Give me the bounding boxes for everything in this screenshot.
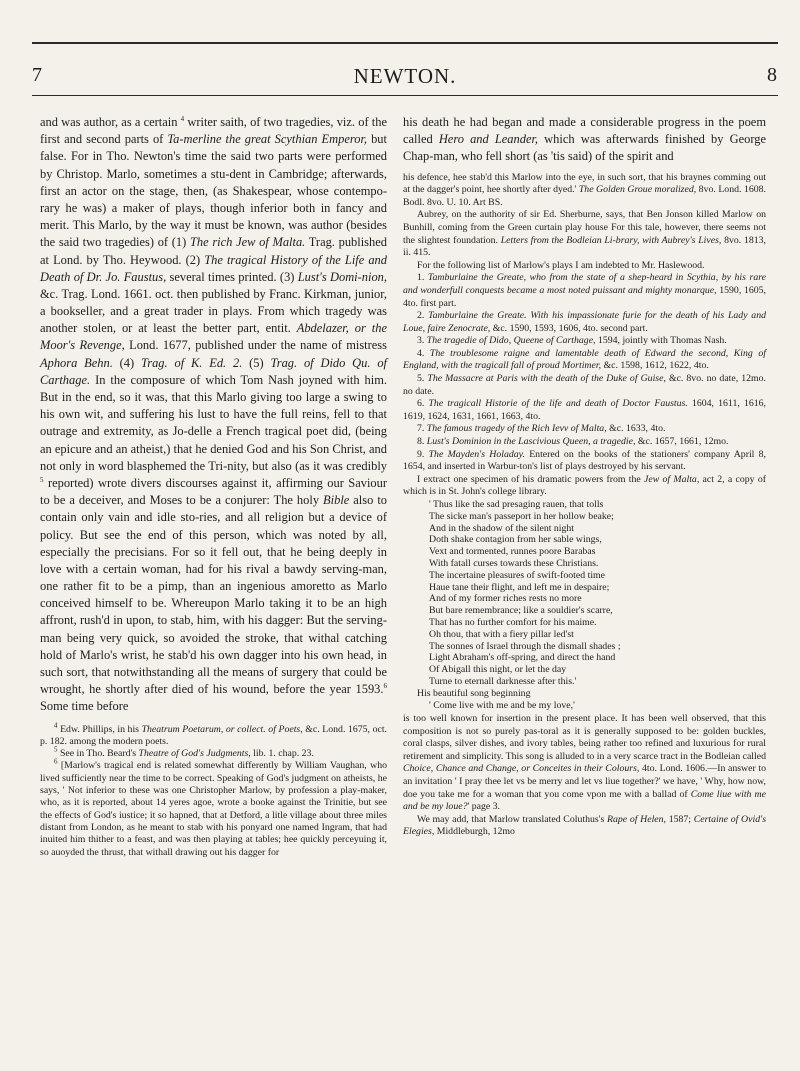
play-entry: 9. The Mayden's Holaday. Entered on the books of the stationers' company April 8, 1654, and inserted in Warbur-ton's list of plays destroyed by his servant. [403, 448, 767, 473]
plays-list [403, 272, 766, 474]
verse-line: Oh thou, that with a fiery pillar led'st [429, 628, 574, 640]
main-body-text-continued: his death he had began and made a considerable progress in the poem called Hero and Leander, which was afterwards finished by George Chap-man, who fell short (as 'tis said) of the spirit and [403, 115, 766, 164]
extract-intro: I extract one specimen of his dramatic powers from the Jew of Malta, act 2, a copy of which is in St. John's college library. [403, 473, 766, 498]
verse-line: The sicke man's passeport in her hollow beake; [429, 510, 614, 522]
verse-line: Turne to eternall darknesse after this.' [429, 675, 577, 687]
note-paragraph: Aubrey, on the authority of sir Ed. Sherburne, says, that Ben Jonson killed Marlow on Bunhill, coming from the Green curtain play house For this tale, however, there seems not the slightest foundation. Letters from the Bodleian Li-brary, with Aubrey's Lives, 8vo. 1813, ii. 415. [403, 209, 766, 259]
right-page-number: 8 [767, 64, 778, 86]
song-line: ' Come live with me and be my love,' [429, 700, 575, 712]
verse-line: That has no further comfort for his maime. [429, 616, 597, 628]
verse-line: And of my former riches rests no more [429, 593, 582, 605]
footnote-6: $^6$ [Marlow's tragical end is related somewhat differently by William Vaughan, who lived sufficiently near the time to be correct. Speaking of God's judgment on atheists, he says, ' Not inferior to these was one Christopher Marlow, by profession a play-maker, who, as it is reported, about 14 yeres agoe, wrote a booke against the Trinitie, but see the effects of God's iustice; it so hapned, that at Detford, a litle village about three miles distant from London, as he meant to stab with his ponyard one named Ingram, that had inuited him thither to a feast, and was then playing at tables; hee quickly perceyuing it, so auoyded the thrust, that withall drawing out his dagger for [40, 758, 387, 858]
top-rule [32, 42, 778, 44]
footnote-ref: 4 [180, 114, 185, 123]
verse-line: Doth shake contagion from her sable wings, [429, 534, 602, 546]
verse-line: Of Abigall this night, or let the day [429, 664, 567, 676]
note-paragraph: his defence, hee stab'd this Marlow into the eye, in such sort, that his braynes comming out at the dagger's point, hee shortly after dyed.' The Golden Groue moralized, 8vo. Lond. 1608. Bodl. 8vo. U. 10. Art BS. [403, 171, 766, 208]
play-entry: 5. The Massacre at Paris with the death of the Duke of Guise, &c. 8vo. no date, 12mo. no date. [403, 373, 766, 397]
left-column [40, 114, 387, 859]
play-entry: 3. The tragedie of Dido, Queene of Carthage, 1594, jointly with Thomas Nash. [417, 335, 727, 347]
verse-line: Vext and tormented, runnes poore Barabas [429, 546, 596, 558]
verse-line: The incertaine pleasures of swift-footed time [429, 569, 606, 581]
play-entry: 7. The famous tragedy of the Rich Ievv of Malta, &c. 1633, 4to. [417, 423, 666, 435]
footnote-ref: 5 [40, 475, 44, 484]
right-column [403, 114, 766, 839]
verse-line: With fatall curses towards these Christians. [429, 557, 599, 569]
closing-paragraph: is too well known for insertion in the present place. It has been well observed, that this composition is not so purely pas-toral as it is generally supposed to be: golden buckles, coral clasps, silver dishes, and ivory tables, being rather too refined and luxurious for rural retirement and simplicity. This song is alluded to in a very scarce tract in the Bodleian called Choice, Chance and Change, or Conceites in their Colours, 4to. Lond. 1606.—In answer to an invitation ' I pray thee let vs be merry and let vs liue together?' we have, ' Why, how now, doe you take me for a woman that you come vpon me with a ballad of Come liue with me and be my loue?' page 3. [403, 712, 766, 813]
verse-line: ' Thus like the sad presaging rauen, that tolls [429, 499, 604, 510]
footnote-5: $^5$ See in Tho. Beard's Theatre of God's Judgments, lib. 1. chap. 23. [54, 745, 314, 760]
verse-line: Light Abraham's off-spring, and direct the hand [429, 652, 616, 664]
header-rule [32, 95, 778, 96]
play-entry: 6. The tragicall Historie of the life and death of Doctor Faustus. 1604, 1611, 1616, 1619, 1624, 1631, 1661, 1663, 4to. [403, 398, 766, 422]
play-entry: 4. The troublesome raigne and lamentable death of Edward the second, King of England, with the tragicall fall of proud Mortimer, &c. 1598, 1612, 1622, 4to. [403, 347, 767, 372]
verse-extract [429, 499, 766, 688]
play-entry: 2. Tamburlaine the Greate. With his impassionate furie for the death of his Lady and Loue, faire Zenocrate, &c. 1590, 1593, 1606, 4to. second part. [403, 310, 767, 334]
running-title: NEWTON. [353, 64, 457, 88]
footnote-ref: 6 [383, 682, 387, 691]
play-entry: 1. Tamburlaine the Greate, who from the state of a shep-heard in Scythia, by his rare and wonderfull conquests became a most noted puissant and mighty monarque, 1590, 1605, 4to. first part. [403, 272, 767, 309]
note-paragraph: For the following list of Marlow's plays I am indebted to Mr. Haslewood. [417, 259, 705, 271]
verse-line: And in the shadow of the silent night [429, 522, 575, 534]
left-page-number: 7 [32, 64, 43, 86]
verse-line: The sonnes of Israel through the dismall shades ; [429, 640, 621, 652]
song-intro: His beautiful song beginning [417, 687, 531, 699]
closing-paragraph: We may add, that Marlow translated Coluthus's Rape of Helen, 1587; Certaine of Ovid's Elegies, Middleburgh, 12mo [403, 813, 767, 838]
page-header [32, 64, 778, 92]
verse-line: But bare remembrance; like a souldier's scarre, [429, 605, 613, 617]
main-body-text: and was author, as a certain $^4$ writer saith, of two tragedies, viz. of the first and second parts of Ta-merline the great Scythian Emperor, but false. For in Tho. Newton's time the said two parts were performed by Christop. Marlo, sometimes a stu-dent in Cambridge; afterwards, first an actor on the stage, then, (as Shakespear, whose contempo-rary he was) a maker of plays, though inferior both in fancy and merit. This Marlo, by the way it must be known, was author (besides the said two tragedies) of (1) The rich Jew of Malta. Trag. published at Lond. by Tho. Heywood. (2) The tragical History of the Life and Death of Dr. Jo. Faustus, several times printed. (3) Lust's Domi-nion, &c. Trag. Lond. 1661. oct. then published by Franc. Kirkman, junior, a bookseller, and a great trader in plays. From which tragedy was another stolen, or at least the better part, entit. Abdelazer, or the Moor's Revenge, Lond. 1677, published under the name of mistress Aphora Behn. (4) Trag. of K. Ed. 2. (5) Trag. of Dido Qu. of Carthage. In the composure of which Tom Nash joyned with him. But in the end, so it was, that this Marlo giving too large a swing to his own wit, and suffering his lust to have the full reins, fell to that outrage and extremity, as Jo-delle a French tragical poet did, (being an epicure and an atheist,) that he denied God and his Son Christ, and not only in word blasphemed the Tri-nity, but also (as it was credibly $^5$ reported) wrote divers discourses against it, affirming our Saviour to be a deceiver, and Moses to be a conjurer: The holy Bible also to contain only vain and idle sto-ries, and all religion but a device of policy. But see the end of this person, which was noted by all, especially the precisians. For so it fell out, that he being deeply in love with a certain woman, had for his rival a bawdy serving-man, one rather fit to be a pimp, than an ingenious amoretto as Marlo conceived himself to be. Whereupon Marlo taking it to be an high affront, rush'd in upon, to stab, him, with his dagger: But the serving-man being very quick, so avoided the stroke, that withal catching hold of Marlo's wrist, he stab'd his own dagger into his own head, in such sort, that notwithstanding all the means of surgery that could be wrought, he shortly after died of his wound, before the year 1593.$^6$ Some time before [40, 114, 387, 714]
footnote-4: $^4$ Edw. Phillips, in his Theatrum Poetarum, or collect. of Poets, &c. Lond. 1675, oct. p. 182. among the modern poets. [40, 721, 387, 747]
play-entry: 8. Lust's Dominion in the Lascivious Queen, a tragedie, &c. 1657, 1661, 12mo. [417, 436, 729, 448]
verse-line: Haue tane their flight, and left me in despaire; [429, 581, 610, 593]
